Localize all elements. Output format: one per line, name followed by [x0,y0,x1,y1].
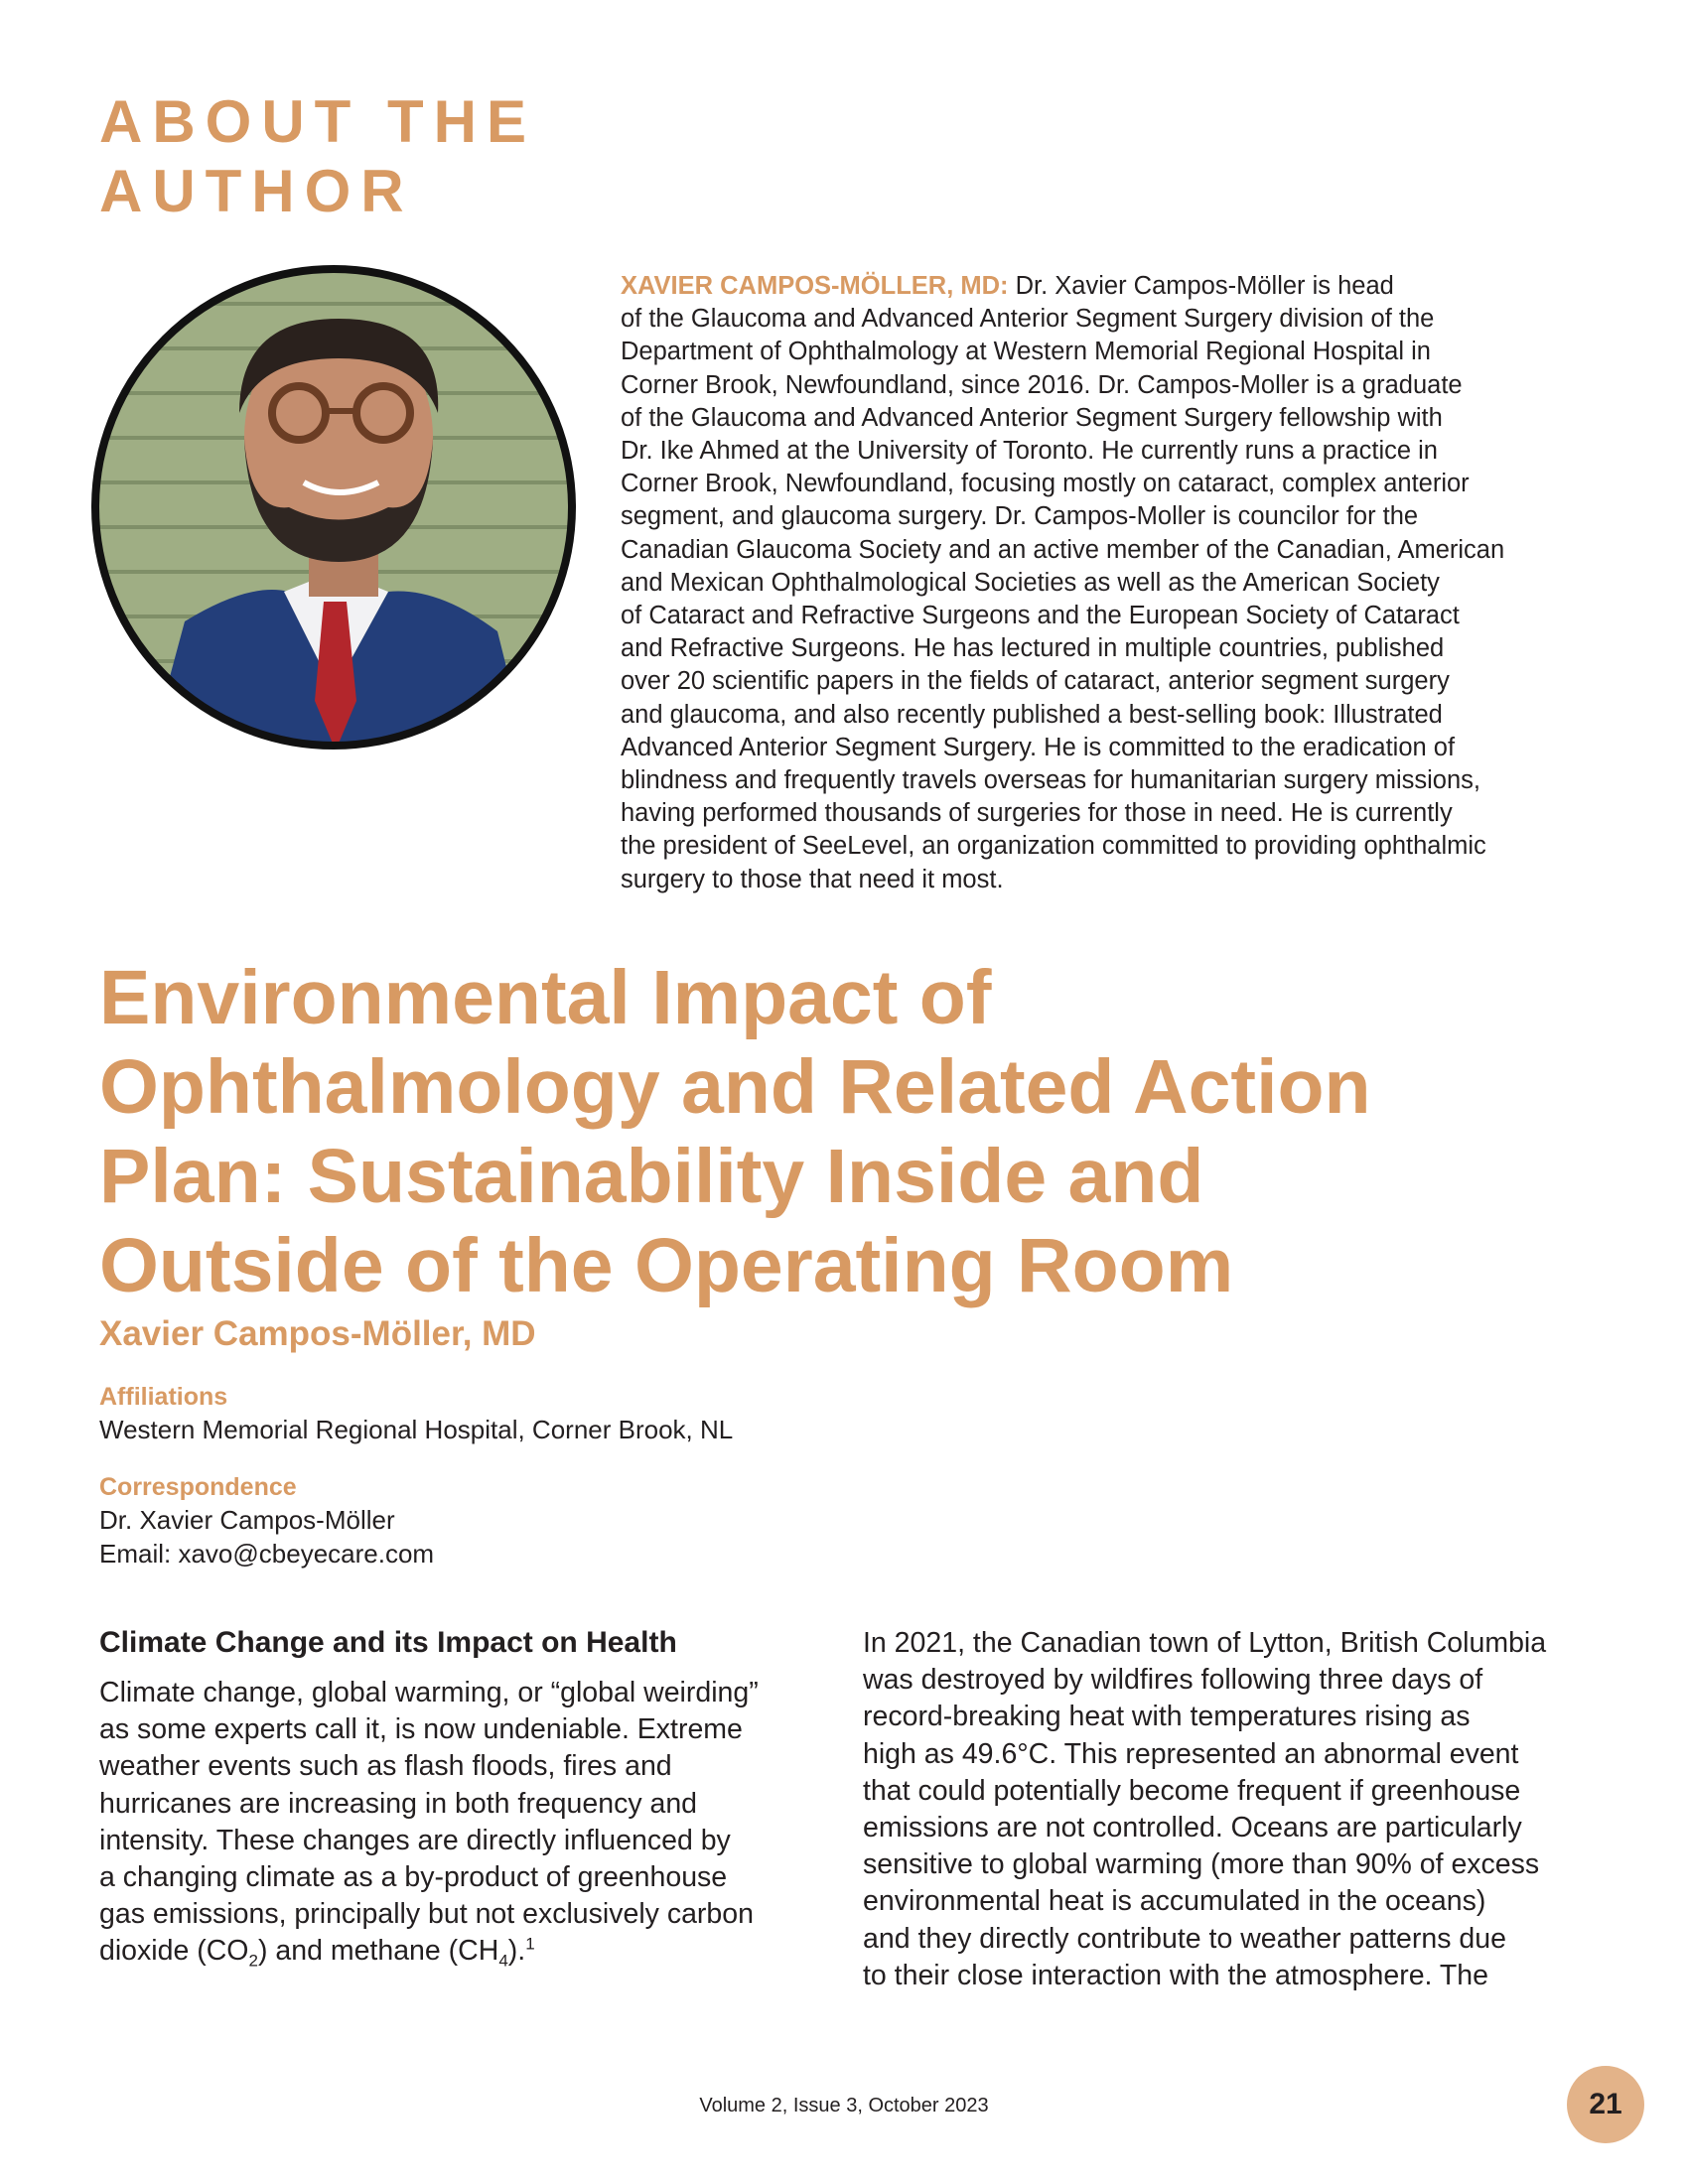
body-line: environmental heat is accumulated in the oceans) [863,1885,1486,1918]
page-number-badge: 21 [1567,2066,1644,2143]
bio-line: surgery to those that need it most. [621,865,1004,893]
bio-line: and Refractive Surgeons. He has lectured in multiple countries, published [621,634,1445,663]
body-line: that could potentially become frequent if greenhouse [863,1774,1521,1807]
body-line: gas emissions, principally but not exclusively carbon [99,1898,754,1931]
body-line: sensitive to global warming (more than 90% of excess [863,1848,1540,1881]
body-line: weather events such as flash floods, fires and [99,1750,672,1783]
article-title [99,953,1609,1310]
body-line: Climate change, global warming, or “global weirding” [99,1677,759,1708]
bio-line: over 20 scientific papers in the fields of cataract, anterior segment surgery [621,667,1450,696]
about-heading-line-1: ABOUT THE [99,88,536,155]
footer-issue: Volume 2, Issue 3, October 2023 [699,2095,989,2116]
affiliations-text: Western Memorial Regional Hospital, Corner Brook, NL [99,1415,734,1444]
title-line: Outside of the Operating Room [99,1223,1234,1308]
left-column-body [99,1675,824,1971]
body-line: high as 49.6°C. This represented an abnormal event [863,1737,1519,1770]
body-line: hurricanes are increasing in both frequency and [99,1787,698,1820]
line-end-text: ). [507,1935,526,1968]
body-line: was destroyed by wildfires following three days of [863,1664,1483,1697]
affiliations-label: Affiliations [99,1383,228,1411]
citation-superscript: 1 [525,1934,535,1954]
body-line: record-breaking heat with temperatures rising as [863,1701,1471,1733]
correspondence-name: Dr. Xavier Campos-Möller [99,1505,395,1535]
title-line: Environmental Impact of [99,955,992,1040]
bio-line: Corner Brook, Newfoundland, since 2016. Dr. Campos-Moller is a graduate [621,370,1463,399]
co2-text: dioxide (CO [99,1935,249,1968]
body-line: intensity. These changes are directly influenced by [99,1824,731,1856]
bio-line: the president of SeeLevel, an organization committed to providing ophthalmic [621,832,1486,861]
title-line: Plan: Sustainability Inside and [99,1134,1204,1219]
body-line: and they directly contribute to weather patterns due [863,1922,1506,1955]
bio-line: Dr. Xavier Campos-Möller is head [1015,272,1394,300]
body-line: as some experts call it, is now undeniable. Extreme [99,1713,743,1746]
bio-line: having performed thousands of surgeries for those in need. He is currently [621,799,1453,828]
correspondence-email: Email: xavo@cbeyecare.com [99,1539,435,1569]
bio-line: Department of Ophthalmology at Western Memorial Regional Hospital in [621,338,1431,366]
article-byline: Xavier Campos-Möller, MD [99,1314,536,1353]
bio-line: segment, and glaucoma surgery. Dr. Campos-Moller is councilor for the [621,502,1419,531]
bio-line: Advanced Anterior Segment Surgery. He is committed to the eradication of [621,733,1456,761]
correspondence-label: Correspondence [99,1473,297,1501]
bio-line: Canadian Glaucoma Society and an active member of the Canadian, American [621,535,1505,564]
bio-line: Dr. Ike Ahmed at the University of Toronto. He currently runs a practice in [621,437,1438,466]
bio-line: Corner Brook, Newfoundland, focusing mostly on cataract, complex anterior [621,470,1470,498]
ch4-subscript: 4 [498,1952,508,1972]
right-column [863,1625,1588,1994]
left-column [99,1625,824,1971]
body-line: to their close interaction with the atmosphere. The [863,1959,1488,1991]
bio-line: of Cataract and Refractive Surgeons and the European Society of Cataract [621,602,1460,630]
bio-line: blindness and frequently travels overseas for humanitarian surgery missions, [621,766,1481,795]
body-line-last [99,1934,535,1972]
bio-line: of the Glaucoma and Advanced Anterior Segment Surgery division of the [621,305,1435,334]
body-line: emissions are not controlled. Oceans are particularly [863,1812,1522,1844]
body-line: In 2021, the Canadian town of Lytton, British Columbia [863,1627,1547,1659]
bio-line: of the Glaucoma and Advanced Anterior Segment Surgery fellowship with [621,403,1443,432]
methane-text: ) and methane (CH [257,1935,499,1968]
right-column-body [863,1625,1588,1994]
title-line: Ophthalmology and Related Action [99,1044,1371,1130]
bio-line: and Mexican Ophthalmological Societies as well as the American Society [621,568,1440,597]
section-heading: Climate Change and its Impact on Health [99,1626,677,1659]
about-the-author-heading [99,87,536,226]
about-heading-line-2: AUTHOR [99,158,414,224]
body-line: a changing climate as a by-product of greenhouse [99,1861,728,1894]
author-bio [621,270,1618,896]
author-portrait [90,264,577,751]
author-bio-name: XAVIER CAMPOS-MÖLLER, MD: [621,272,1009,300]
bio-line: and glaucoma, and also recently published a best-selling book: Illustrated [621,700,1443,729]
co2-subscript: 2 [248,1952,258,1972]
